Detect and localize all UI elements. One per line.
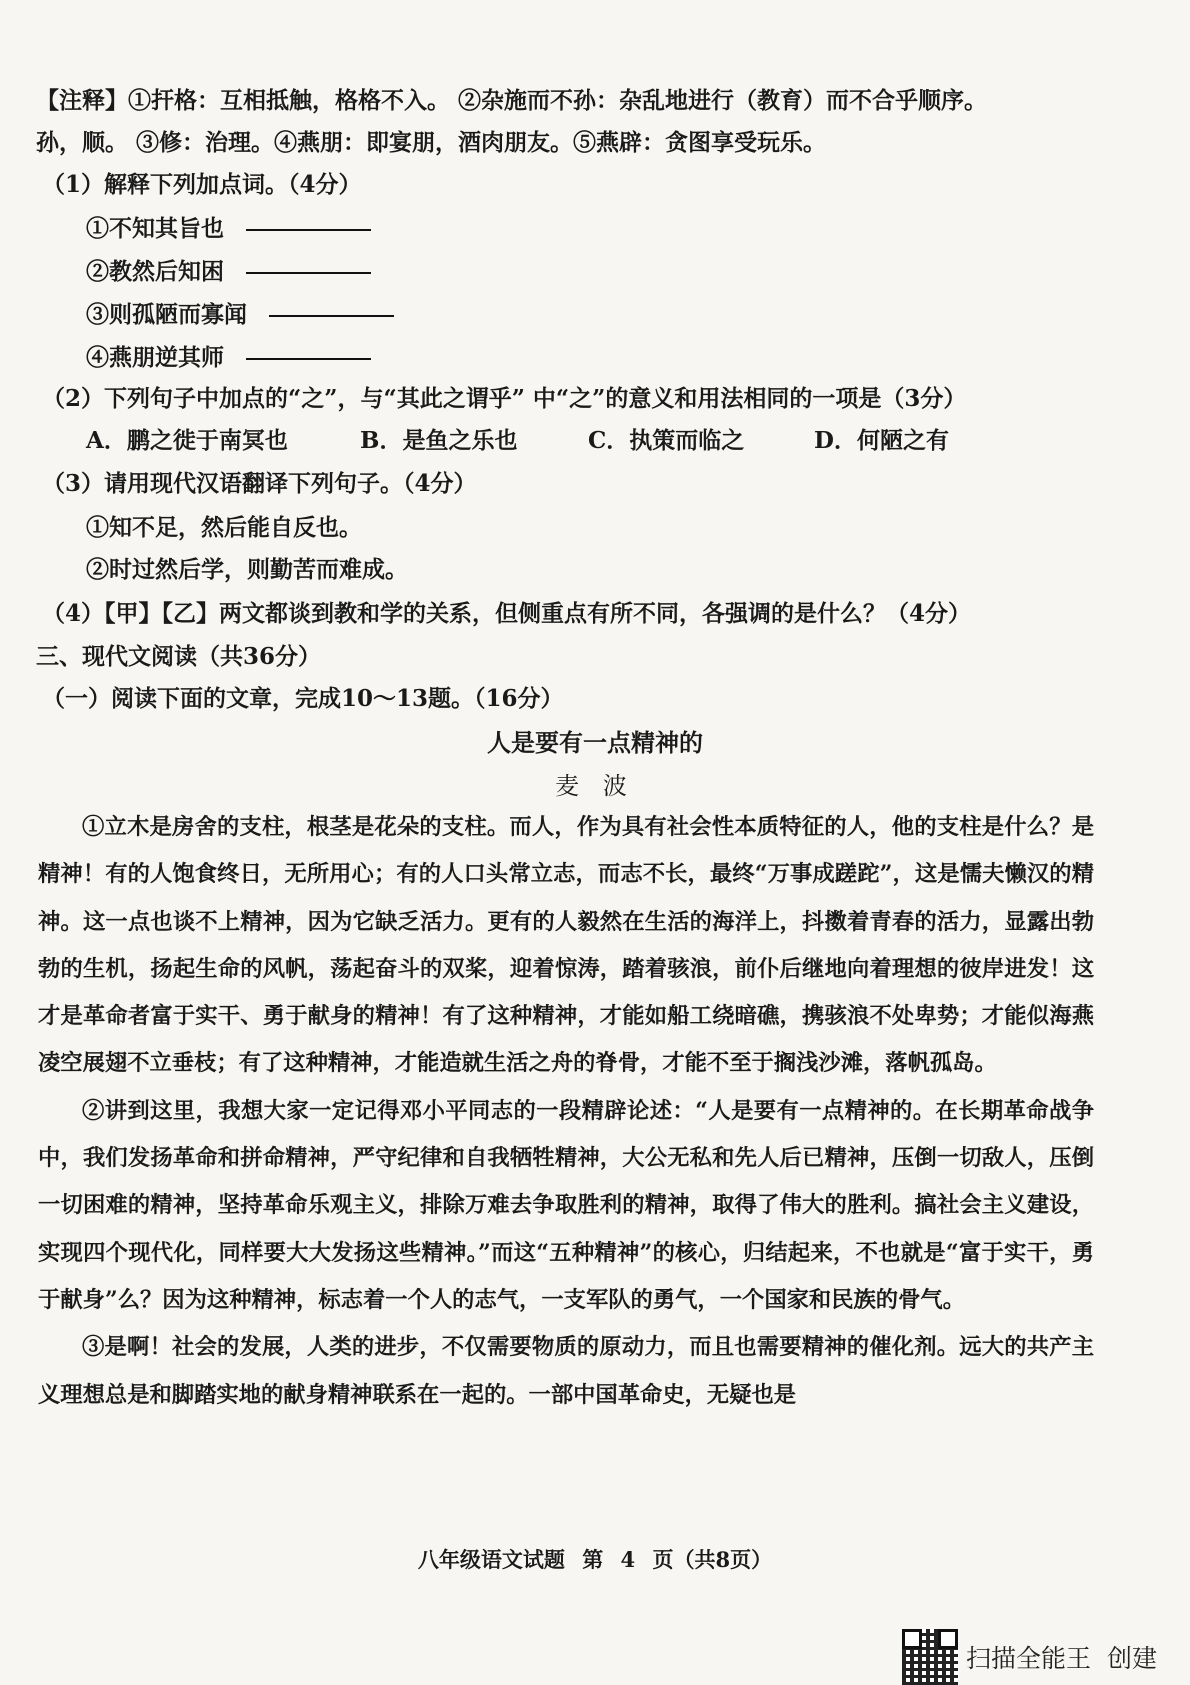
q1-item-3-text: ③则孤陋而寡闻 (86, 301, 247, 328)
page-footer: 八年级语文试题 第 4 页（共8页） (417, 1547, 773, 1572)
q2-option-b: B．是鱼之乐也 (360, 427, 518, 454)
q1-prompt: （1）解释下列加点词。（4分） (42, 171, 362, 198)
q2-option-d: D．何陋之有 (814, 427, 949, 454)
article-paragraph-1: ①立木是房舍的支柱，根茎是花朵的支柱。而人，作为具有社会性本质特征的人，他的支柱是什么？是精神！有的人饱食终日，无所用心；有的人口头常立志，而志不长，最终“万事成蹉跎”，这是懦夫懒汉的精神。这一点也谈不上精神，因为它缺乏活力。更有的人毅然在生活的海洋上，抖擞着青春的活力，显露出勃勃的生机，扬起生命的风帆，荡起奋斗的双桨，迎着惊涛，踏着骇浪，前仆后继地向着理想的彼岸进发！这才是革命者富于实干、勇于献身的精神！有了这种精神，才能如船工绕暗礁，携骇浪不处卑势；才能似海燕凌空展翅不立垂枝；有了这种精神，才能造就生活之舟的脊骨，才能不至于搁浅沙滩，落帆孤岛。 (38, 814, 1094, 1077)
q1-item-2-text: ②教然后知困 (86, 258, 224, 285)
answer-blank[interactable] (246, 272, 371, 274)
article-body (38, 804, 1094, 1419)
q3-item-1: ①知不足，然后能自反也。 (86, 514, 362, 541)
section-subheading: （一）阅读下面的文章，完成10～13题。（16分） (42, 685, 564, 712)
q2-prompt: （2）下列句子中加点的“之”，与“其此之谓乎” 中“之”的意义和用法相同的一项是（3分） (42, 385, 967, 412)
scanner-watermark (902, 1629, 1157, 1685)
scanner-watermark-text: 扫描全能王 创建 (966, 1644, 1157, 1673)
q2-option-a: A．鹏之徙于南冥也 (86, 427, 288, 454)
q2-option-c: C．执策而临之 (588, 427, 745, 454)
q1-item-4 (86, 343, 371, 373)
article-author: 麦 波 (555, 772, 635, 800)
q1-item-3 (86, 300, 394, 330)
q1-item-4-text: ④燕朋逆其师 (86, 344, 224, 371)
annotation-line-1: 【注释】①扞格：互相抵触，格格不入。 ②杂施而不孙：杂乱地进行（教育）而不合乎顺序。 (36, 87, 988, 114)
q1-item-1-text: ①不知其旨也 (86, 215, 224, 242)
article-paragraph-2: ②讲到这里，我想大家一定记得邓小平同志的一段精辟论述：“人是要有一点精神的。在长期革命战争中，我们发扬革命和拼命精神，严守纪律和自我牺牲精神，大公无私和先人后已精神，压倒一切敌人，压倒一切困难的精神，坚持革命乐观主义，排除万难去争取胜利的精神，取得了伟大的胜利。搞社会主义建设，实现四个现代化，同样要大大发扬这些精神。”而这“五种精神”的核心，归结起来，不也就是“富于实干，勇于献身”么？因为这种精神，标志着一个人的志气，一支军队的勇气，一个国家和民族的骨气。 (38, 1097, 1094, 1313)
q1-item-2 (86, 257, 371, 287)
section-heading: 三、现代文阅读（共36分） (36, 643, 322, 670)
q3-prompt: （3）请用现代汉语翻译下列句子。（4分） (42, 470, 477, 497)
q3-item-2: ②时过然后学，则勤苦而难成。 (86, 556, 408, 583)
q1-item-1 (86, 214, 371, 244)
answer-blank[interactable] (246, 358, 371, 360)
article-title: 人是要有一点精神的 (487, 728, 703, 757)
q4-prompt: （4）【甲】【乙】两文都谈到教和学的关系，但侧重点有所不同，各强调的是什么？（4分） (42, 600, 972, 627)
answer-blank[interactable] (246, 229, 371, 231)
answer-blank[interactable] (269, 315, 394, 317)
annotation-line-2: 孙，顺。 ③修：治理。④燕朋：即宴朋，酒肉朋友。⑤燕辟：贪图享受玩乐。 (36, 129, 827, 156)
article-paragraph-3: ③是啊！社会的发展，人类的进步，不仅需要物质的原动力，而且也需要精神的催化剂。远大的共产主义理想总是和脚踏实地的献身精神联系在一起的。一部中国革命史，无疑也是 (38, 1334, 1094, 1408)
qr-code-icon (902, 1629, 958, 1685)
